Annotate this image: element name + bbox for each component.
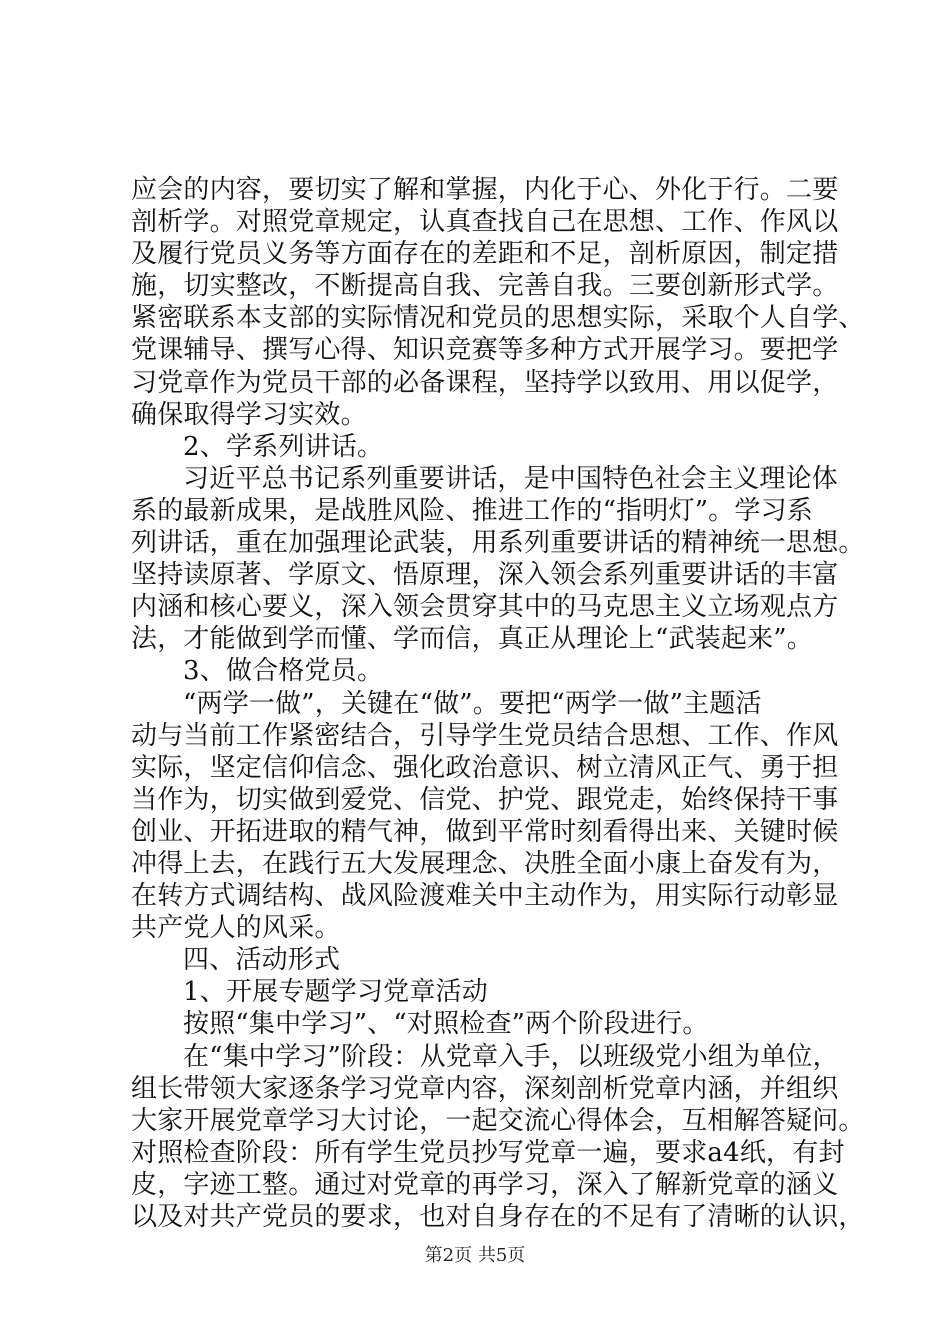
- text-line: 内涵和核心要义，深入领会贯穿其中的马克思主义立场观点方: [131, 592, 839, 623]
- text-line: 1、开展专题学习党章活动: [183, 977, 488, 1008]
- text-line: 施，切实整改，不断提高自我、完善自我。三要创新形式学。: [131, 271, 839, 302]
- text-line: 及履行党员义务等方面存在的差距和不足，剖析原因，制定措: [131, 239, 839, 270]
- page-number-label: 第2页 共5页: [424, 1245, 526, 1266]
- text-line: 当作为，切实做到爱党、信党、护党、跟党走，始终保持干事: [131, 784, 839, 815]
- page-footer: [0, 1244, 950, 1268]
- text-line: 法，才能做到学而懂、学而信，真正从理论上“武装起来”。: [131, 624, 813, 655]
- text-line: 按照“集中学习”、“对照检查”两个阶段进行。: [183, 1009, 709, 1040]
- text-line: 在“集中学习”阶段：从党章入手，以班级党小组为单位，: [183, 1041, 839, 1072]
- text-line: 剖析学。对照党章规定，认真查找自己在思想、工作、作风以: [131, 207, 839, 238]
- text-line: 系的最新成果，是战胜风险、推进工作的“指明灯”。学习系: [131, 495, 813, 526]
- text-line: 确保取得学习实效。: [131, 399, 367, 430]
- text-line: 皮，字迹工整。通过对党章的再学习，深入了解新党章的涵义: [131, 1169, 839, 1200]
- text-line: 以及对共产党员的要求，也对自身存在的不足有了清晰的认识，: [131, 1202, 865, 1232]
- text-line: “两学一做”，关键在“做”。要把“两学一做”主题活: [183, 688, 762, 719]
- text-line: 应会的内容，要切实了解和掌握，内化于心、外化于行。二要: [131, 175, 839, 205]
- text-line: 坚持读原著、学原文、悟原理，深入领会系列重要讲话的丰富: [131, 560, 839, 591]
- text-line: 习近平总书记系列重要讲话，是中国特色社会主义理论体: [183, 463, 839, 494]
- text-line: 紧密联系本支部的实际情况和党员的思想实际，采取个人自学、: [131, 303, 865, 334]
- text-line: 冲得上去，在践行五大发展理念、决胜全面小康上奋发有为，: [131, 848, 839, 879]
- text-line: 创业、开拓进取的精气神，做到平常时刻看得出来、关键时候: [131, 816, 839, 847]
- text-line: 在转方式调结构、战风险渡难关中主动作为，用实际行动彰显: [131, 881, 839, 912]
- document-body: [131, 174, 866, 1233]
- text-line: 对照检查阶段：所有学生党员抄写党章一遍，要求a4纸，有封: [131, 1137, 845, 1168]
- text-line: 列讲话，重在加强理论武装，用系列重要讲话的精神统一思想。: [131, 528, 865, 559]
- text-line: 组长带领大家逐条学习党章内容，深刻剖析党章内涵，并组织: [131, 1073, 839, 1104]
- text-line: 3、做合格党员。: [183, 656, 384, 687]
- text-line: 动与当前工作紧密结合，引导学生党员结合思想、工作、作风: [131, 720, 839, 751]
- text-line: 大家开展党章学习大讨论，一起交流心得体会，互相解答疑问。: [131, 1105, 865, 1136]
- text-line: 共产党人的风采。: [131, 913, 341, 944]
- text-line: 实际，坚定信仰信念、强化政治意识、树立清风正气、勇于担: [131, 752, 839, 783]
- text-line: 2、学系列讲话。: [183, 431, 384, 462]
- text-line: 党课辅导、撰写心得、知识竞赛等多种方式开展学习。要把学: [131, 335, 839, 366]
- text-line: 四、活动形式: [183, 945, 341, 976]
- text-line: 习党章作为党员干部的必备课程，坚持学以致用、用以促学，: [131, 367, 839, 398]
